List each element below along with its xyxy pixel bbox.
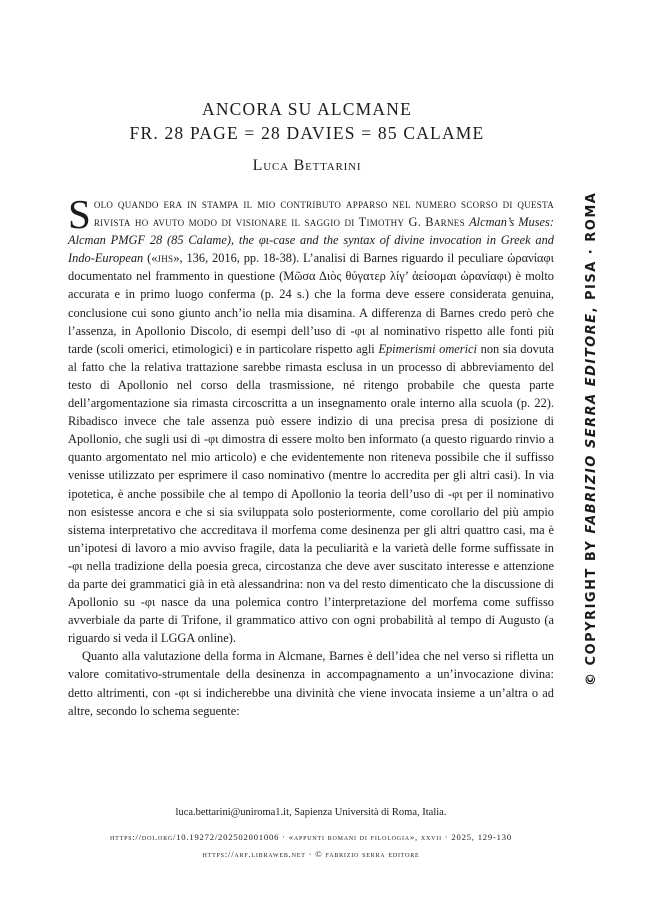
- article-body: [68, 191, 555, 720]
- copyright-notice: [584, 192, 599, 686]
- article-title-line1: ANCORA SU ALCMANE: [201, 99, 412, 119]
- paragraph-1-text: («: [143, 251, 158, 266]
- paragraph-1-text: non sia dovuta al fatto che la relativa trattazione sarebbe rimasta esclusa in un processo di abbreviamento del testo di Apollonio nel corso della trasmissione, né ritengo probabile che questa parte dell’argomentazione sia rimasta circoscritta a un insegnamento orale interno alla scuola (p. 22). Ribadisco invece che tale assenza può essere indizio di una precisa presa di posizione di Apollonio, che sugli usi di -φι dimostra di essere molto ben informato (a questo riguardo rinvio a quanto argomentato nel mio articolo) e che evidentemente non riteneva possibile che il suffisso venisse utilizzato per esprimere il caso nominativo (mentre lo accredita per gli altri casi). In via ipotetica, è anche possibile che al tempo di Apollonio la teoria dell’uso di -φι per il nominativo non esistesse ancora e che si sia sviluppata solo posteriormente, come corollario del più ampio sistema interpretativo che accreditava il morfema come desinenza per gli altri quattro casi, ma è un’ipotesi di lavoro a mio avviso fragile, data la peculiarità e la varietà delle forme suffissate in -φι nella tradizione della poesia greca, circostanza che deve aver suscitato interesse e attenzione da parte dei grammatici già in età alessandrina: non va del resto dimenticato che la discussione di Apollonio su -φι nasce da una polemica contro l’interpretazione del morfema come suffisso avverbiale da parte di Trifone, il grammatico attivo con ogni probabilità al tempo di Augusto (a riguardo si veda il LGGA online).: [68, 341, 554, 646]
- copyright-prefix: © COPYRIGHT BY: [584, 533, 599, 686]
- copyright-suffix: , PISA · ROMA: [584, 191, 599, 313]
- cited-work: Epimerismi omerici: [378, 341, 477, 356]
- author-affiliation: luca.bettarini@uniroma1.it, Sapienza Università di Roma, Italia.: [175, 807, 447, 818]
- paragraph-1-text: », 136, 2016, pp. 18-38). L’analisi di Barnes riguardo il peculiare ὠρανίαφι documentato nel frammento in questione (Μῶσα Διὸς θύγατερ λίγ’ ἀείσομαι ὠρανίαφι) è molto accurata e in primo luogo conferma (p. 24 s.) che la forma deve essere considerata genuina, conclusione cui sono giunto anch’io nella mia disamina. A differenza di Barnes credo però che l’assenza, in Apollonio Discolo, di esempi dell’uso di -φι al nominativo rispetto alle fonti più tarde (scoli omerici, etimologici) e in particolare rispetto agli: [68, 251, 555, 356]
- cited-title: Alcman’s Muses: Alcman PMGF 28 (85 Calame), the φι-case and the syntax of divine invocation in Greek and Indo-European: [68, 215, 554, 266]
- journal-url: https://arf.libraweb.net · © fabrizio serra editore: [202, 849, 420, 859]
- copyright-publisher: FABRIZIO SERRA EDITORE: [584, 312, 599, 534]
- doi-reference: https://doi.org/10.19272/202502001006 · «appunti romani di filologia», xxvii · 2025, 129-130: [110, 832, 512, 842]
- paragraph-2: Quanto alla valutazione della forma in Alcmane, Barnes è dell’idea che nel verso si rifletta un valore comitativo-strumentale della desinenza in accompagnamento a un’invocazione divina: detto altrimenti, con -φι si indicherebbe una divinità che viene invocata insieme a un’altra o ad altre, secondo lo schema seguente:: [68, 649, 554, 718]
- paragraph-1-text: olo quando era in stampa il mio contributo apparso nel numero scorso di questa rivista ho avuto modo di visionare il saggio di Timothy G. Barnes: [93, 197, 554, 230]
- paragraph-1: [68, 191, 555, 647]
- journal-abbrev: jhs: [157, 251, 174, 266]
- article-title-line2: FR. 28 PAGE = 28 DAVIES = 85 CALAME: [129, 123, 485, 143]
- author-name: Luca Bettarini: [252, 157, 362, 174]
- drop-cap: S: [68, 191, 91, 237]
